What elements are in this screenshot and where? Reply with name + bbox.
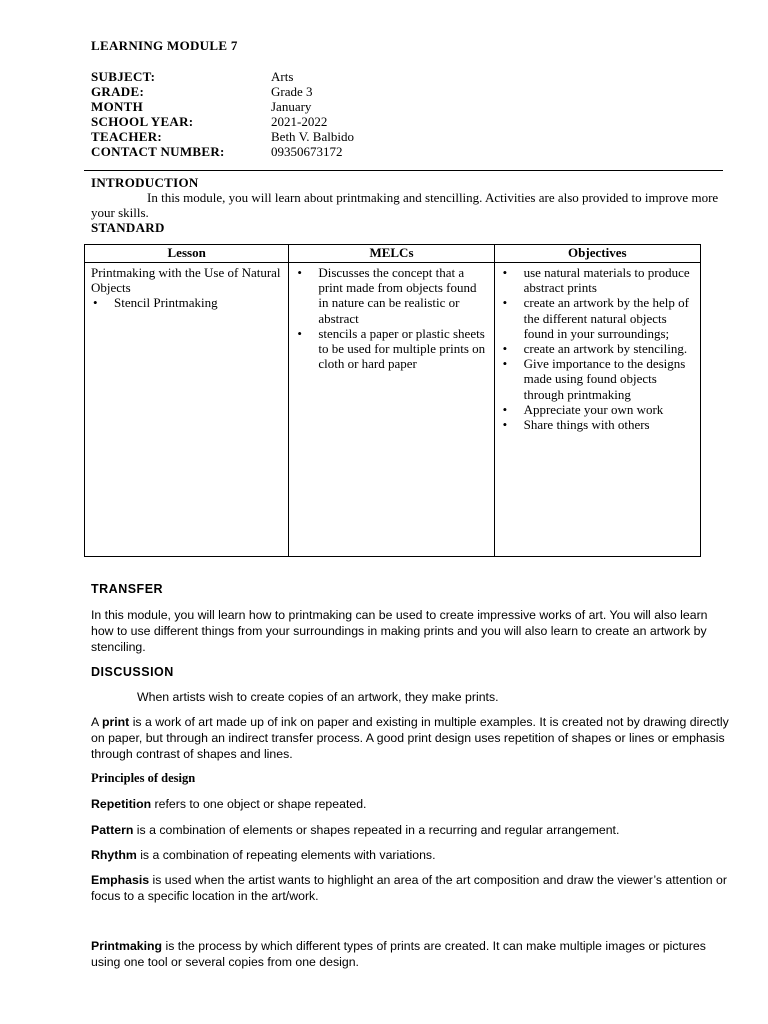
definition-term: Pattern (91, 823, 134, 837)
info-label: SCHOOL YEAR: (91, 114, 194, 129)
definition-emphasis (91, 872, 731, 904)
transfer-heading: TRANSFER (91, 582, 164, 596)
definition-text: is a combination of repeating elements with variations. (136, 848, 436, 862)
info-label: GRADE: (91, 84, 145, 99)
definition-term: Printmaking (91, 939, 163, 953)
definition-term: Repetition (91, 797, 152, 811)
info-label: CONTACT NUMBER: (91, 144, 225, 159)
list-item: • Share things with others (501, 417, 695, 432)
melcs-cell (289, 263, 494, 557)
module-title: LEARNING MODULE 7 (91, 38, 238, 53)
info-value: 09350673172 (271, 144, 343, 159)
column-header-lesson: Lesson (85, 245, 289, 263)
definition-rhythm (91, 847, 731, 863)
info-row-school-year (91, 114, 491, 129)
discussion-paragraph-2 (91, 714, 731, 762)
melcs-list (295, 265, 488, 371)
column-header-objectives: Objectives (494, 245, 700, 263)
info-value: Beth V. Balbido (271, 129, 354, 144)
paragraph-body: is a work of art made up of ink on paper and existing in multiple examples. It is created not by drawing directly on paper, but through an indirect transfer process. A good print design uses repetition of shapes or lines or emphasis through contrast of shapes and lines. (91, 715, 729, 761)
info-value: 2021-2022 (271, 114, 328, 129)
list-item: • Discusses the concept that a print made from objects found in nature can be realistic or abstract (295, 265, 488, 326)
info-value: January (271, 99, 312, 114)
info-value: Grade 3 (271, 84, 313, 99)
lesson-sub-item: • Stencil Printmaking (91, 295, 283, 310)
definition-term: Rhythm (91, 848, 137, 862)
info-label: TEACHER: (91, 129, 163, 144)
principles-heading: Principles of design (91, 771, 196, 785)
info-label: SUBJECT: (91, 69, 156, 84)
definition-printmaking (91, 938, 731, 970)
transfer-text: In this module, you will learn how to printmaking can be used to create impressive works of art. You will also learn how to use different things from your surroundings in making prints and you will also learn to create an artwork by stenciling. (91, 608, 708, 654)
paragraph-lead: A (91, 715, 102, 729)
info-row-grade (91, 84, 491, 99)
table-header-row (85, 245, 701, 263)
list-item: • create an artwork by the help of the different natural objects found in your surroundings; (501, 295, 695, 341)
info-row-month (91, 99, 491, 114)
info-row-teacher (91, 129, 491, 144)
list-item: • create an artwork by stenciling. (501, 341, 695, 356)
info-row-contact (91, 144, 491, 159)
discussion-heading: DISCUSSION (91, 665, 174, 679)
list-item: • stencils a paper or plastic sheets to be used for multiple prints on cloth or hard paper (295, 326, 488, 372)
standard-heading: STANDARD (91, 220, 165, 235)
definition-pattern (91, 822, 731, 838)
lesson-cell (85, 263, 289, 557)
info-label: MONTH (91, 99, 144, 114)
list-item: • Give importance to the designs made using found objects through printmaking (501, 356, 695, 402)
discussion-paragraph-1: When artists wish to create copies of an artwork, they make prints. (137, 690, 499, 704)
definition-text: is used when the artist wants to highlight an area of the art composition and draw the viewer’s attention or focus to a specific location in the art/work. (91, 873, 727, 903)
introduction-text: In this module, you will learn about printmaking and stencilling. Activities are also provided to improve more your skills. (91, 190, 719, 220)
definition-term: Emphasis (91, 873, 150, 887)
standard-table (84, 244, 701, 557)
objectives-cell (494, 263, 700, 557)
definition-repetition (91, 796, 731, 812)
definition-text: is a combination of elements or shapes repeated in a recurring and regular arrangement. (133, 823, 620, 837)
list-item: • use natural materials to produce abstract prints (501, 265, 695, 295)
info-row-subject (91, 69, 491, 84)
introduction-heading: INTRODUCTION (91, 175, 199, 190)
lesson-title: Printmaking with the Use of Natural Objects (91, 265, 281, 296)
objectives-list (501, 265, 695, 432)
definition-text: is the process by which different types of prints are created. It can make multiple images or pictures using one tool or several copies from one design. (91, 939, 706, 969)
list-item: • Appreciate your own work (501, 402, 695, 417)
info-value: Arts (271, 69, 294, 84)
term-print: print (101, 715, 130, 729)
header-divider (84, 170, 723, 171)
column-header-melcs: MELCs (289, 245, 494, 263)
definition-text: refers to one object or shape repeated. (151, 797, 367, 811)
module-info (91, 69, 491, 159)
table-row (85, 263, 701, 557)
